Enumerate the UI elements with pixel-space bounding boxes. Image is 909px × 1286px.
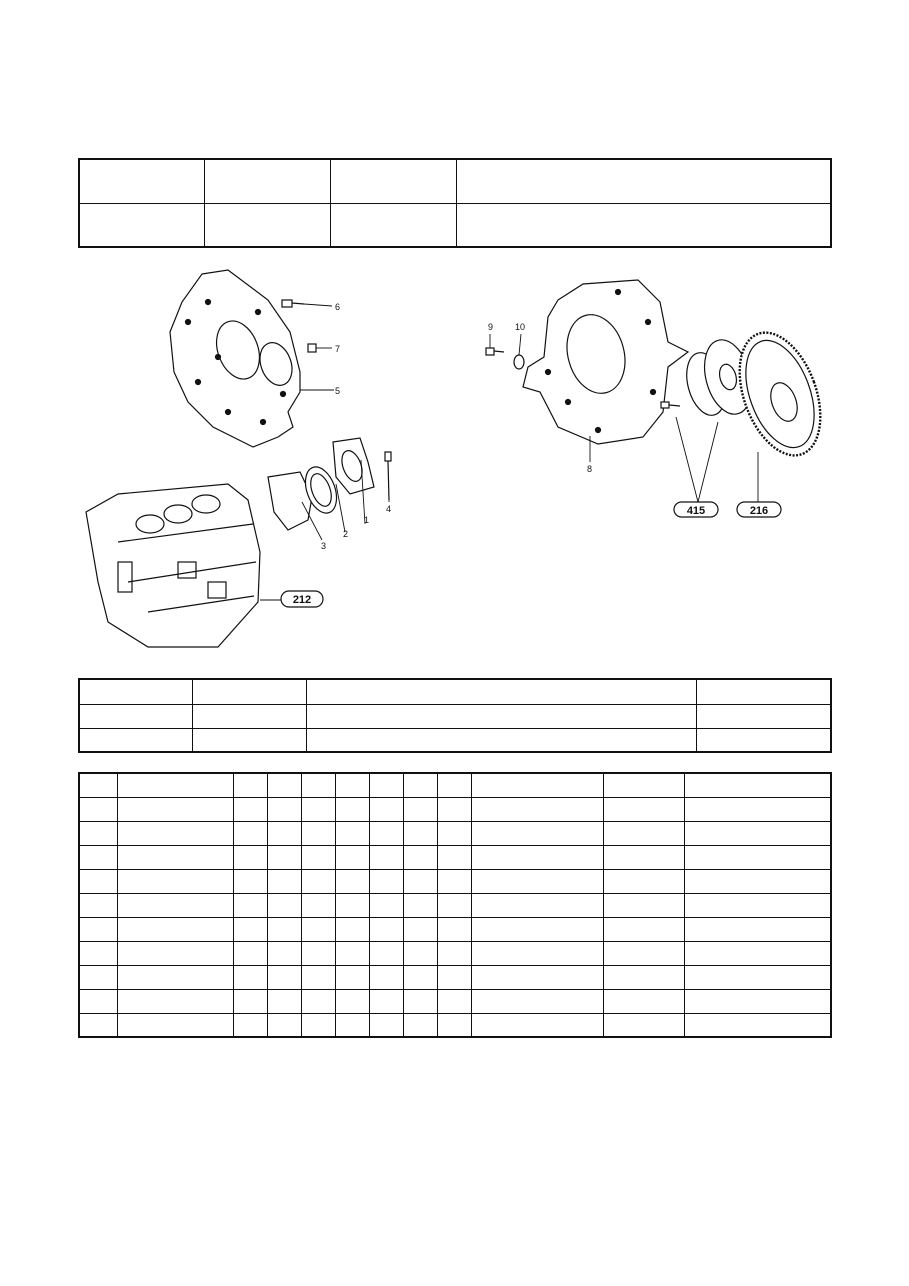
parts-cell (301, 869, 335, 893)
parts-cell (233, 941, 267, 965)
parts-cell (437, 893, 471, 917)
parts-cell (233, 965, 267, 989)
parts-cell (403, 821, 437, 845)
parts-cell (117, 1013, 233, 1037)
flywheel-housing-drawing (523, 280, 688, 444)
parts-cell (603, 797, 684, 821)
info-row (79, 679, 831, 704)
parts-cell (79, 1013, 117, 1037)
parts-cell (117, 965, 233, 989)
parts-cell (471, 893, 603, 917)
parts-cell (403, 917, 437, 941)
parts-cell (301, 893, 335, 917)
header-cell (330, 159, 456, 203)
info-cell (696, 704, 831, 728)
item-label-2: 2 (343, 529, 349, 539)
parts-cell (684, 1013, 831, 1037)
parts-cell (684, 797, 831, 821)
parts-cell (117, 773, 233, 797)
rear-plate-drawing (170, 270, 300, 447)
parts-cell (603, 1013, 684, 1037)
parts-cell (301, 965, 335, 989)
parts-cell (301, 917, 335, 941)
parts-cell (117, 893, 233, 917)
info-cell (192, 728, 306, 752)
parts-cell (403, 965, 437, 989)
parts-cell (437, 989, 471, 1013)
info-row (79, 704, 831, 728)
info-cell (192, 704, 306, 728)
item-label-3: 3 (321, 541, 327, 551)
parts-cell (603, 989, 684, 1013)
parts-table-body (79, 773, 831, 1037)
parts-cell (301, 797, 335, 821)
parts-cell (403, 941, 437, 965)
parts-cell (369, 845, 403, 869)
parts-cell (117, 941, 233, 965)
item-label-4: 4 (386, 504, 392, 514)
parts-cell (403, 1013, 437, 1037)
parts-cell (603, 773, 684, 797)
header-cell (79, 203, 204, 247)
parts-cell (335, 821, 369, 845)
parts-cell (684, 845, 831, 869)
parts-cell (79, 917, 117, 941)
parts-cell (437, 773, 471, 797)
header-cell (79, 159, 204, 203)
parts-cell (369, 893, 403, 917)
parts-cell (301, 821, 335, 845)
parts-table (78, 772, 832, 1038)
parts-cell (335, 965, 369, 989)
parts-cell (684, 941, 831, 965)
parts-row (79, 965, 831, 989)
header-row (79, 159, 831, 203)
parts-cell (117, 869, 233, 893)
parts-cell (403, 773, 437, 797)
item-label-10: 10 (515, 322, 526, 332)
washer-10-drawing (514, 355, 524, 369)
info-cell (79, 704, 192, 728)
parts-cell (267, 821, 301, 845)
group-ref-216-label: 216 (749, 505, 769, 517)
parts-cell (603, 869, 684, 893)
header-cell (456, 203, 831, 247)
parts-cell (471, 941, 603, 965)
parts-row (79, 989, 831, 1013)
parts-row (79, 917, 831, 941)
parts-cell (117, 797, 233, 821)
parts-cell (684, 917, 831, 941)
parts-row (79, 893, 831, 917)
parts-cell (369, 965, 403, 989)
parts-row (79, 941, 831, 965)
parts-cell (79, 821, 117, 845)
parts-cell (267, 917, 301, 941)
parts-cell (471, 1013, 603, 1037)
parts-cell (684, 869, 831, 893)
info-cell (79, 679, 192, 704)
parts-row (79, 845, 831, 869)
parts-cell (233, 989, 267, 1013)
info-cell (696, 728, 831, 752)
parts-cell (437, 869, 471, 893)
parts-cell (117, 845, 233, 869)
parts-cell (335, 845, 369, 869)
seal-assembly-drawing (268, 438, 391, 530)
parts-cell (684, 773, 831, 797)
parts-cell (301, 773, 335, 797)
parts-cell (301, 1013, 335, 1037)
parts-row (79, 821, 831, 845)
parts-cell (403, 989, 437, 1013)
parts-cell (471, 989, 603, 1013)
parts-cell (267, 845, 301, 869)
item-label-8: 8 (587, 464, 593, 474)
parts-cell (267, 773, 301, 797)
parts-cell (301, 845, 335, 869)
parts-cell (117, 989, 233, 1013)
parts-cell (369, 773, 403, 797)
parts-cell (437, 797, 471, 821)
parts-cell (369, 797, 403, 821)
parts-cell (233, 821, 267, 845)
parts-cell (369, 989, 403, 1013)
parts-cell (471, 917, 603, 941)
bolt-6-drawing (282, 300, 304, 307)
parts-cell (471, 797, 603, 821)
parts-row (79, 869, 831, 893)
parts-cell (267, 869, 301, 893)
parts-cell (335, 1013, 369, 1037)
parts-cell (603, 893, 684, 917)
parts-cell (684, 965, 831, 989)
parts-cell (267, 1013, 301, 1037)
header-cell (204, 203, 330, 247)
parts-cell (684, 893, 831, 917)
group-ref-212 (281, 591, 323, 607)
parts-cell (79, 989, 117, 1013)
parts-cell (233, 893, 267, 917)
parts-cell (79, 869, 117, 893)
parts-cell (267, 941, 301, 965)
parts-cell (437, 941, 471, 965)
parts-cell (603, 821, 684, 845)
parts-cell (369, 869, 403, 893)
parts-cell (471, 773, 603, 797)
parts-cell (403, 845, 437, 869)
parts-cell (437, 917, 471, 941)
parts-cell (603, 965, 684, 989)
info-cell (306, 704, 696, 728)
parts-cell (233, 797, 267, 821)
parts-cell (117, 821, 233, 845)
parts-cell (684, 821, 831, 845)
parts-cell (335, 869, 369, 893)
header-cell (204, 159, 330, 203)
parts-cell (335, 989, 369, 1013)
parts-cell (79, 797, 117, 821)
item-label-9: 9 (488, 322, 494, 332)
info-cell (306, 728, 696, 752)
parts-cell (335, 797, 369, 821)
parts-cell (684, 989, 831, 1013)
parts-cell (603, 941, 684, 965)
parts-cell (335, 893, 369, 917)
parts-cell (335, 773, 369, 797)
parts-row (79, 1013, 831, 1037)
parts-cell (335, 917, 369, 941)
nut-7-drawing (308, 344, 316, 352)
cylinder-block-drawing (86, 484, 260, 647)
parts-cell (267, 965, 301, 989)
parts-cell (79, 941, 117, 965)
group-ref-415-label: 415 (686, 505, 706, 517)
parts-cell (79, 965, 117, 989)
item-label-1: 1 (364, 515, 370, 525)
group-ref-212-label: 212 (292, 594, 312, 606)
parts-cell (369, 821, 403, 845)
parts-row (79, 797, 831, 821)
parts-cell (233, 869, 267, 893)
parts-cell (267, 893, 301, 917)
parts-cell (267, 989, 301, 1013)
parts-cell (335, 941, 369, 965)
parts-cell (437, 965, 471, 989)
parts-cell (233, 773, 267, 797)
header-table (78, 158, 832, 248)
parts-cell (233, 845, 267, 869)
parts-cell (403, 797, 437, 821)
parts-cell (471, 845, 603, 869)
group-ref-415 (674, 502, 718, 517)
exploded-parts-diagram (78, 262, 834, 662)
header-cell (330, 203, 456, 247)
parts-cell (403, 893, 437, 917)
info-row (79, 728, 831, 752)
parts-cell (603, 917, 684, 941)
parts-cell (369, 941, 403, 965)
parts-cell (471, 965, 603, 989)
parts-cell (301, 989, 335, 1013)
info-cell (696, 679, 831, 704)
header-cell (456, 159, 831, 203)
parts-cell (117, 917, 233, 941)
item-label-7: 7 (335, 344, 341, 354)
parts-cell (79, 845, 117, 869)
parts-cell (603, 845, 684, 869)
info-table (78, 678, 832, 753)
parts-cell (267, 797, 301, 821)
header-row (79, 203, 831, 247)
parts-cell (437, 821, 471, 845)
item-label-6: 6 (335, 302, 341, 312)
parts-cell (369, 1013, 403, 1037)
parts-cell (233, 917, 267, 941)
info-cell (306, 679, 696, 704)
group-ref-216 (737, 502, 781, 517)
parts-cell (471, 821, 603, 845)
info-cell (192, 679, 306, 704)
parts-cell (403, 869, 437, 893)
parts-cell (471, 869, 603, 893)
parts-cell (301, 941, 335, 965)
parts-cell (437, 845, 471, 869)
parts-row (79, 773, 831, 797)
parts-cell (369, 917, 403, 941)
parts-cell (79, 773, 117, 797)
parts-cell (437, 1013, 471, 1037)
info-cell (79, 728, 192, 752)
parts-cell (233, 1013, 267, 1037)
item-label-5: 5 (335, 386, 341, 396)
bolt-9-drawing (486, 348, 504, 355)
parts-cell (79, 893, 117, 917)
